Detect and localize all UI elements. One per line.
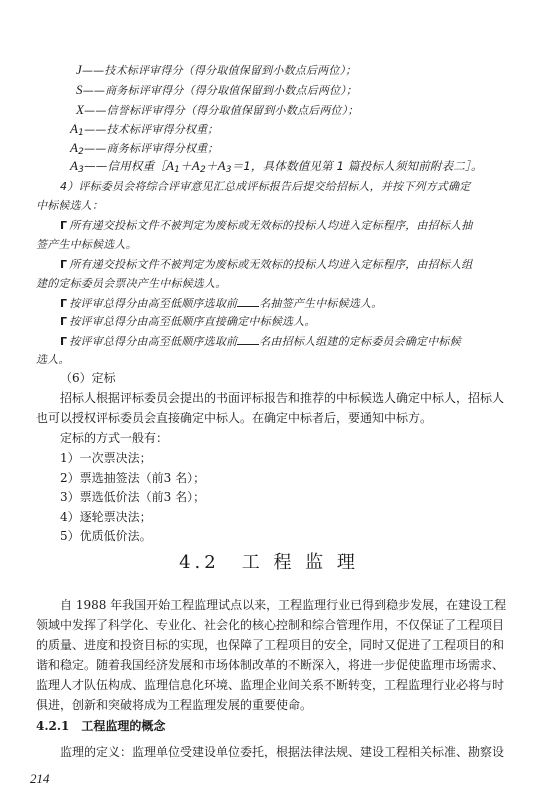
section6-title: （6）定标 [60,371,116,385]
chapter-p-line6: 俱进，创新和突破将成为工程监理发展的重要使命。 [36,698,313,712]
def-j: J——技术标评审得分（得分取值保留到小数点后两位）； [76,62,357,77]
def-a1: $A_1——$技术标评审得分权重； [70,121,219,138]
chapter-p-line2: 领域中发挥了科学化、专业化、社会化的核心控制和综合管理作用，不仅保证了工程项目 [36,618,505,632]
checkbox-icon: Γ [60,335,68,348]
section6-p1-line2: 也可以授权评标委员会直接确定中标人。在确定中标者后，要通知中标方。 [36,411,433,425]
checkbox-icon: Γ [60,219,68,232]
def-a3: $A_3——$信用权重$[A_1+A_2+A_3=1$，具体数值见第 1 篇投标人须知前附表二］。 [70,158,483,175]
method-2: 2）票选抽签法（前3 名）； [60,471,206,485]
section6-p1-line1: 招标人根据评标委员会提出的书面评标报告和推荐的中标候选人确定中标人，招标人 [60,391,505,405]
method-4: 4）逐轮票决法； [60,510,152,524]
option-2-line2: 建的定标委员会票决产生中标候选人。 [36,277,227,290]
option-1-line2: 签产生中标候选人。 [36,238,137,251]
blank-line [237,334,259,345]
section-heading: 4.2 工 程 监 理 [179,552,359,573]
methods-intro: 定标的方式一般有： [60,431,169,445]
page-number: 214 [30,771,50,786]
def-a2: $A_2——$商务标评审得分权重； [70,140,219,157]
checkbox-icon: Γ [60,258,68,271]
chapter-p-line4: 谐和稳定。随着我国经济发展和市场体制改革的不断深入，将进一步促使监理市场需求、 [36,658,505,672]
subsection-heading: 4.2.1 工程监理的概念 [36,719,166,733]
method-5: 5）优质低价法。 [60,529,152,543]
item4-line1: 4）评标委员会将综合评审意见汇总成评标报告后提交给招标人，并按下列方式确定 [60,180,471,193]
option-4: Γ 按评审总得分由高至低顺序直接确定中标候选人。 [60,315,316,328]
method-3: 3）票选低价法（前3 名）； [60,490,206,504]
chapter-p-line5: 监理人才队伍构成、监理信息化环境、监理企业间关系不断转变，工程监理行业必将与时 [36,678,505,692]
blank-line [237,296,259,307]
chapter-p-line1: 自 1988 年我国开始工程监理试点以来，工程监理行业已得到稳步发展，在建设工程 [60,598,507,612]
option-5-line2: 选人。 [36,353,70,366]
option-5-line1: Γ 按评审总得分由高至低顺序选取前 名由招标人组建的定标委员会确定中标候 [60,335,461,348]
def-s: S——商务标评审得分（得分取值保留到小数点后两位）； [76,82,358,97]
method-1: 1）一次票决法； [60,451,152,465]
chapter-p-line3: 的质量、进度和投资目标的实现，也保障了工程项目的安全，同时又促进了工程项目的和 [36,638,505,652]
checkbox-icon: Γ [60,315,68,328]
def-x: X——信誉标评审得分（得分取值保留到小数点后两位）； [76,102,359,117]
item4-line2: 中标候选人： [36,199,104,212]
checkbox-icon: Γ [60,297,68,310]
definition-line: 监理的定义：监理单位受建设单位委托，根据法律法规、建设工程相关标准、勘察设 [60,745,505,759]
option-1-line1: Γ 所有递交投标文件不被判定为废标或无效标的投标人均进入定标程序，由招标人抽 [60,219,473,232]
option-3: Γ 按评审总得分由高至低顺序选取前 名抽签产生中标候选人。 [60,297,383,310]
option-2-line1: Γ 所有递交投标文件不被判定为废标或无效标的投标人均进入定标程序，由招标人组 [60,258,473,271]
